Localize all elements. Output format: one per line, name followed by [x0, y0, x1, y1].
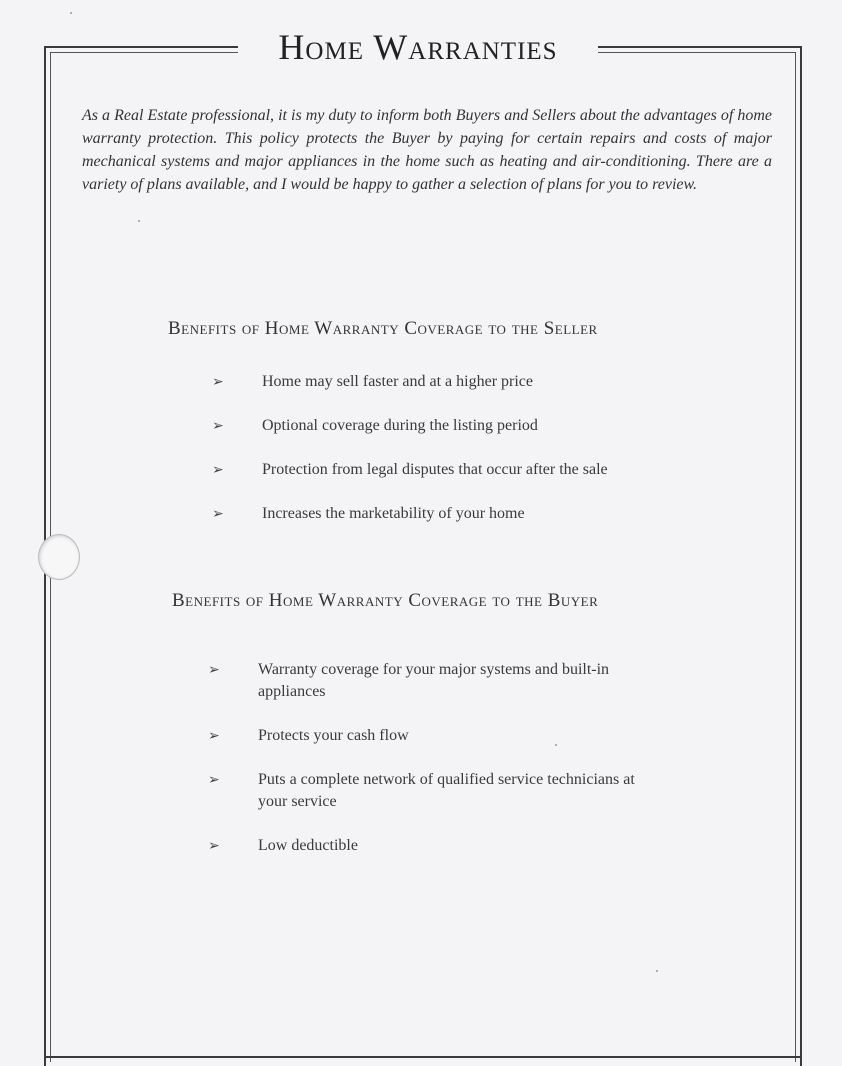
- page-title: Home Warranties: [278, 27, 558, 67]
- list-item-text: Optional coverage during the listing period: [262, 417, 538, 434]
- scan-speck: [70, 12, 72, 14]
- list-item-text: Protection from legal disputes that occur after the sale: [262, 461, 608, 478]
- arrow-bullet-icon: ➢: [212, 418, 224, 434]
- list-item: [208, 725, 658, 747]
- list-item: [212, 459, 742, 481]
- scan-speck: [555, 744, 557, 746]
- buyer-section-heading: Benefits of Home Warranty Coverage to the Buyer: [172, 590, 599, 611]
- list-item-text: Home may sell faster and at a higher price: [262, 373, 533, 390]
- list-item-text: Low deductible: [258, 837, 358, 854]
- page-border-bottom: [44, 1056, 802, 1058]
- list-item-text: Puts a complete network of qualified service technicians at your service: [258, 771, 635, 810]
- list-item-text: Protects your cash flow: [258, 727, 409, 744]
- list-item: [212, 415, 742, 437]
- scan-speck: [656, 970, 658, 972]
- arrow-bullet-icon: ➢: [212, 462, 224, 478]
- list-item: [212, 503, 742, 525]
- arrow-bullet-icon: ➢: [208, 772, 220, 788]
- buyer-benefits-list: [208, 659, 658, 879]
- arrow-bullet-icon: ➢: [208, 728, 220, 744]
- arrow-bullet-icon: ➢: [208, 662, 220, 678]
- scan-speck: [138, 220, 140, 222]
- arrow-bullet-icon: ➢: [212, 506, 224, 522]
- page-border-inner: [50, 52, 796, 1062]
- list-item: [208, 769, 658, 813]
- list-item: [208, 835, 658, 857]
- seller-section-heading: Benefits of Home Warranty Coverage to the Seller: [168, 318, 598, 339]
- list-item-text: Warranty coverage for your major systems and built-in appliances: [258, 661, 610, 700]
- seller-benefits-list: [212, 371, 742, 547]
- arrow-bullet-icon: ➢: [208, 838, 220, 854]
- list-item-text: Increases the marketability of your home: [262, 505, 525, 522]
- list-item: [208, 659, 658, 703]
- intro-paragraph: As a Real Estate professional, it is my duty to inform both Buyers and Sellers about the advantages of home warranty protection. This policy protects the Buyer by paying for certain repairs and costs of major mechanical systems and major appliances in the home such as heating and air-conditioning. There are a variety of plans available, and I would be happy to gather a selection of plans for you to review.: [82, 107, 772, 193]
- punch-hole: [38, 534, 80, 580]
- arrow-bullet-icon: ➢: [212, 374, 224, 390]
- list-item: [212, 371, 742, 393]
